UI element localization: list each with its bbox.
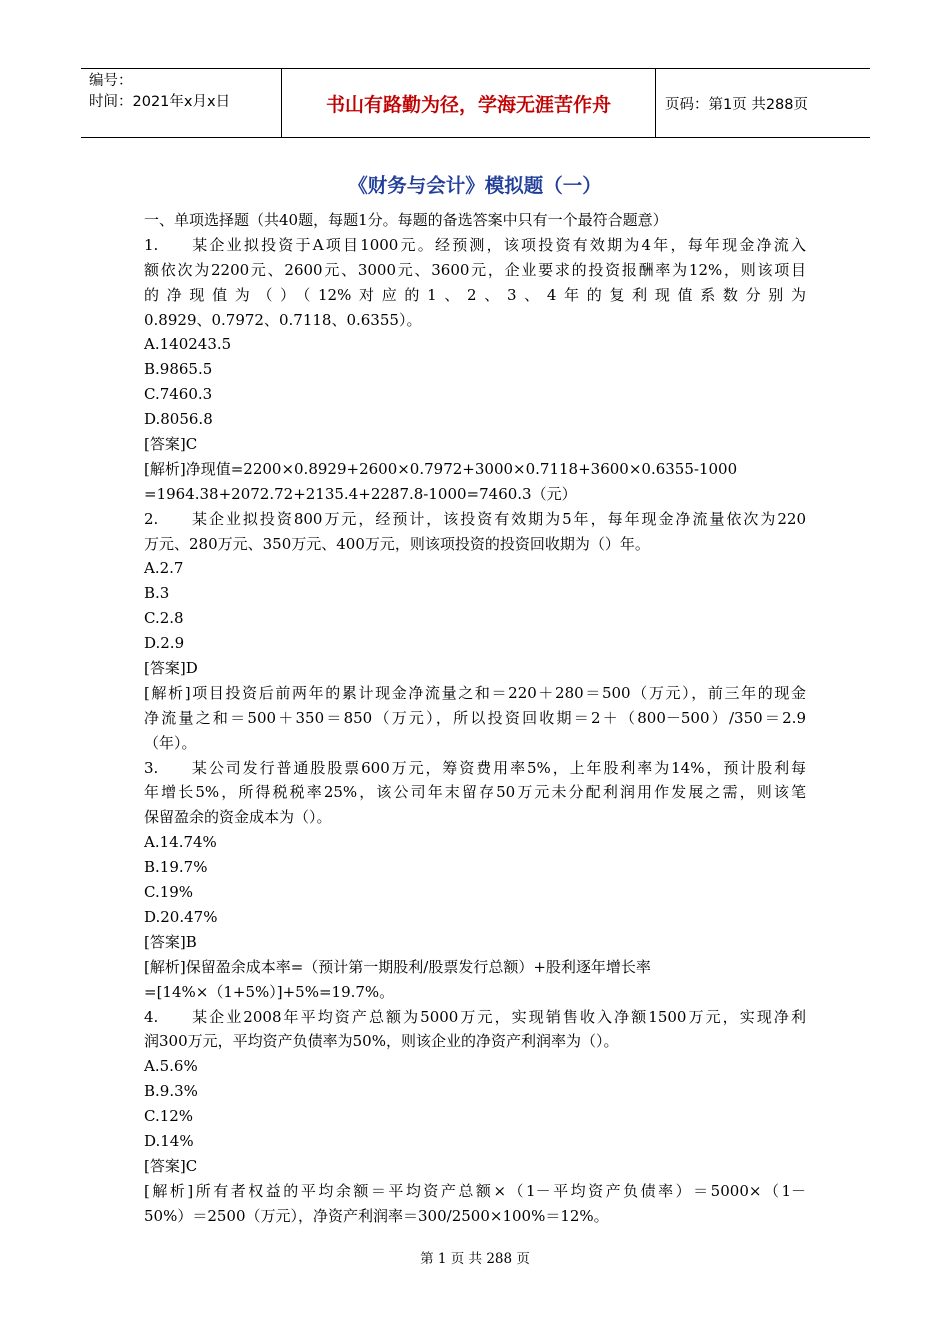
page-footer: 第 1 页 共 288 页 <box>420 1251 530 1267</box>
header-page-info: 页码：第1页 共288页 <box>665 96 809 113</box>
question-stem-line: 年增长5%，所得税税率25%，该公司年末留存50万元未分配利润用作发展之需，则该笔 <box>144 783 806 802</box>
analysis-line: 50%）＝2500（万元），净资产利润率＝300/2500×100%＝12%。 <box>144 1206 609 1225</box>
option: A.14.74% <box>144 833 217 852</box>
question-3 <box>144 756 806 1005</box>
question-stem-line: 润300万元，平均资产负债率为50%，则该企业的净资产利润率为（）。 <box>144 1032 619 1051</box>
analysis-line: =[14%×（1+5%）]+5%=19.7%。 <box>144 982 395 1001</box>
page-header-table <box>81 68 870 138</box>
option: D.8056.8 <box>144 410 213 429</box>
document-body <box>144 208 806 1229</box>
analysis-line: [解析]项目投资后前两年的累计现金净流量之和＝220＋280＝500（万元），前三年的现金 <box>144 683 806 702</box>
option: C.7460.3 <box>144 385 213 404</box>
question-number: 3. <box>144 758 159 777</box>
question-4 <box>144 1005 806 1229</box>
question-1 <box>144 233 806 507</box>
option: B.9.3% <box>144 1082 198 1101</box>
header-left-cell <box>81 69 282 137</box>
question-number: 4. <box>144 1007 159 1026</box>
document-time-label: 时间：2021年x月x日 <box>89 94 231 110</box>
question-stem-line: 4. 某企业2008年平均资产总额为5000万元，实现销售收入净额1500万元，实现净利 <box>144 1005 806 1030</box>
question-stem-line: 的净现值为（）（12%对应的1、2、3、4年的复利现值系数分别为 <box>144 285 806 304</box>
question-stem-line: 0.8929、0.7972、0.7118、0.6355）。 <box>144 310 422 329</box>
document-number-label: 编号： <box>89 73 133 89</box>
option: C.2.8 <box>144 609 184 628</box>
question-2 <box>144 507 806 756</box>
option: D.2.9 <box>144 634 185 653</box>
answer: [答案]C <box>144 435 198 454</box>
option: B.9865.5 <box>144 360 213 379</box>
option: A.5.6% <box>144 1057 198 1076</box>
option: A.140243.5 <box>144 335 232 354</box>
option: D.20.47% <box>144 907 218 926</box>
option: C.12% <box>144 1107 194 1126</box>
question-stem-line: 2. 某企业拟投资800万元，经预计，该投资有效期为5年，每年现金净流量依次为220 <box>144 507 806 532</box>
section-heading: 一、单项选择题（共40题，每题1分。每题的备选答案中只有一个最符合题意） <box>144 211 668 229</box>
analysis-line: =1964.38+2072.72+2135.4+2287.8-1000=7460.3（元） <box>144 484 577 503</box>
header-motto: 书山有路勤为径，学海无涯苦作舟 <box>282 69 656 137</box>
answer: [答案]C <box>144 1156 198 1175</box>
question-stem-line: 额依次为2200元、2600元、3000元、3600元，企业要求的投资报酬率为12%，则该项目 <box>144 260 806 279</box>
analysis-line: [解析]净现值=2200×0.8929+2600×0.7972+3000×0.7118+3600×0.6355-1000 <box>144 459 738 478</box>
option: C.19% <box>144 883 194 902</box>
option: D.14% <box>144 1131 194 1150</box>
question-number: 2. <box>144 509 159 528</box>
analysis-line: [解析]保留盈余成本率=（预计第一期股利/股票发行总额）+股利逐年增长率 <box>144 957 651 976</box>
question-stem-line: 万元、280万元、350万元、400万元，则该项投资的投资回收期为（）年。 <box>144 534 650 553</box>
option: B.19.7% <box>144 858 208 877</box>
question-number: 1. <box>144 235 159 254</box>
option: A.2.7 <box>144 559 184 578</box>
option: B.3 <box>144 584 170 603</box>
answer: [答案]D <box>144 659 198 678</box>
document-title: 《财务与会计》模拟题（一） <box>348 174 602 197</box>
analysis-line: （年）。 <box>144 733 197 752</box>
analysis-line: [解析]所有者权益的平均余额＝平均资产总额×（1－平均资产负债率）＝5000×（1－ <box>144 1181 806 1200</box>
question-stem-line: 1. 某企业拟投资于A项目1000元。经预测，该项投资有效期为4年，每年现金净流入 <box>144 233 806 258</box>
answer: [答案]B <box>144 932 197 951</box>
analysis-line: 净流量之和＝500＋350＝850（万元），所以投资回收期＝2＋（800－500）/350＝2.9 <box>144 708 806 727</box>
question-stem-line: 保留盈余的资金成本为（）。 <box>144 808 332 827</box>
question-stem-line: 3. 某公司发行普通股股票600万元，筹资费用率5%，上年股利率为14%，预计股利每 <box>144 756 806 781</box>
